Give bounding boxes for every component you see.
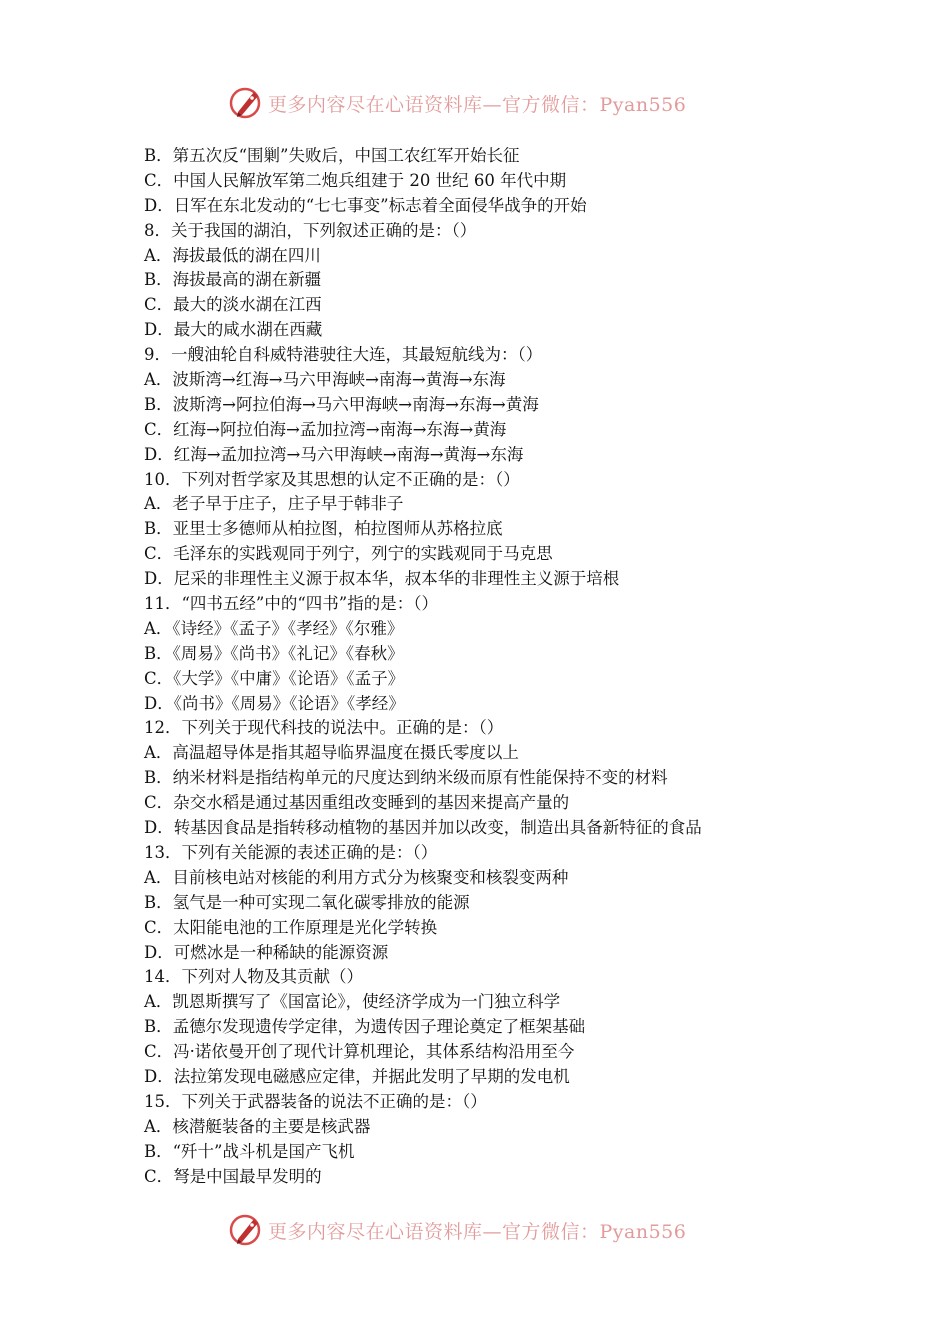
option-line: D．法拉第发现电磁感应定律，并据此发明了早期的发电机 xyxy=(144,1066,570,1086)
text-line: D．日军在东北发动的“七七事变”标志着全面侵华战争的开始 xyxy=(144,195,587,215)
option-line: B．波斯湾→阿拉伯海→马六甲海峡→南海→东海→黄海 xyxy=(144,394,539,414)
question-line: 10．下列对哲学家及其思想的认定不正确的是：（） xyxy=(144,469,520,489)
option-line: D．最大的咸水湖在西藏 xyxy=(144,320,323,340)
option-line: B．海拔最高的湖在新疆 xyxy=(144,270,322,290)
option-line: A．凯恩斯撰写了《国富论》，使经济学成为一门独立科学 xyxy=(144,992,561,1012)
option-line: B．孟德尔发现遗传学定律，为遗传因子理论奠定了框架基础 xyxy=(144,1017,586,1037)
option-line: B．纳米材料是指结构单元的尺度达到纳米级而原有性能保持不变的材料 xyxy=(144,768,668,788)
watermark-banner-top xyxy=(228,84,748,124)
option-line: D．转基因食品是指转移动植物的基因并加以改变，制造出具备新特征的食品 xyxy=(144,818,702,838)
option-line: C．太阳能电池的工作原理是光化学转换 xyxy=(144,917,438,937)
question-line: 11．“四书五经”中的“四书”指的是：（） xyxy=(144,594,438,614)
option-line: A．《诗经》《孟子》《孝经》《尔雅》 xyxy=(144,618,404,638)
option-line: C．弩是中国最早发明的 xyxy=(144,1166,322,1186)
option-line: A．海拔最低的湖在四川 xyxy=(144,245,321,265)
watermark-text: 更多内容尽在心语资料库—官方微信：Pyan556 xyxy=(268,94,687,116)
watermark-text: 更多内容尽在心语资料库—官方微信：Pyan556 xyxy=(268,1221,687,1243)
pen-nib-logo-icon xyxy=(228,1211,266,1249)
option-line: A．目前核电站对核能的利用方式分为核聚变和核裂变两种 xyxy=(144,867,569,887)
option-line: B．“歼十”战斗机是国产飞机 xyxy=(144,1141,355,1161)
option-line: D．《尚书》《周易》《论语》《孝经》 xyxy=(144,693,405,713)
question-list xyxy=(144,144,844,1189)
text-line: B．第五次反“围剿”失败后，中国工农红军开始长征 xyxy=(144,146,520,165)
option-line: B．氢气是一种可实现二氧化碳零排放的能源 xyxy=(144,892,470,912)
question-line: 9．一艘油轮自科威特港驶往大连，其最短航线为：（） xyxy=(144,345,543,365)
option-line: D．可燃冰是一种稀缺的能源资源 xyxy=(144,942,389,962)
option-line: C．杂交水稻是通过基因重组改变睡到的基因来提高产量的 xyxy=(144,793,570,813)
option-line: A．老子早于庄子，庄子早于韩非子 xyxy=(144,494,404,514)
option-line: C．毛泽东的实践观同于列宁，列宁的实践观同于马克思 xyxy=(144,544,553,564)
option-line: B．亚里士多德师从柏拉图，柏拉图师从苏格拉底 xyxy=(144,519,503,539)
question-line: 13．下列有关能源的表述正确的是：（） xyxy=(144,842,438,862)
option-line: D．红海→孟加拉湾→马六甲海峡→南海→黄海→东海 xyxy=(144,444,524,464)
text-line: C．中国人民解放军第二炮兵组建于 20 世纪 60 年代中期 xyxy=(144,170,567,190)
option-line: A．高温超导体是指其超导临界温度在摄氏零度以上 xyxy=(144,743,519,763)
pen-nib-logo-icon xyxy=(228,84,266,122)
option-line: A．核潜艇装备的主要是核武器 xyxy=(144,1116,371,1136)
question-line: 15．下列关于武器装备的说法不正确的是：（） xyxy=(144,1091,487,1111)
option-line: A．波斯湾→红海→马六甲海峡→南海→黄海→东海 xyxy=(144,370,506,390)
option-line: C．冯·诺依曼开创了现代计算机理论，其体系结构沿用至今 xyxy=(144,1042,575,1062)
option-line: B．《周易》《尚书》《礼记》《春秋》 xyxy=(144,643,404,663)
option-line: D．尼采的非理性主义源于叔本华，叔本华的非理性主义源于培根 xyxy=(144,569,620,589)
watermark-banner-bottom xyxy=(228,1211,748,1251)
option-line: C．最大的淡水湖在江西 xyxy=(144,295,322,315)
question-line: 12．下列关于现代科技的说法中。正确的是：（） xyxy=(144,718,504,738)
question-line: 8．关于我国的湖泊，下列叙述正确的是：（） xyxy=(144,220,477,240)
option-line: C．《大学》《中庸》《论语》《孟子》 xyxy=(144,668,405,688)
question-line: 14．下列对人物及其贡献（） xyxy=(144,967,363,987)
option-line: C．红海→阿拉伯海→孟加拉湾→南海→东海→黄海 xyxy=(144,419,507,439)
